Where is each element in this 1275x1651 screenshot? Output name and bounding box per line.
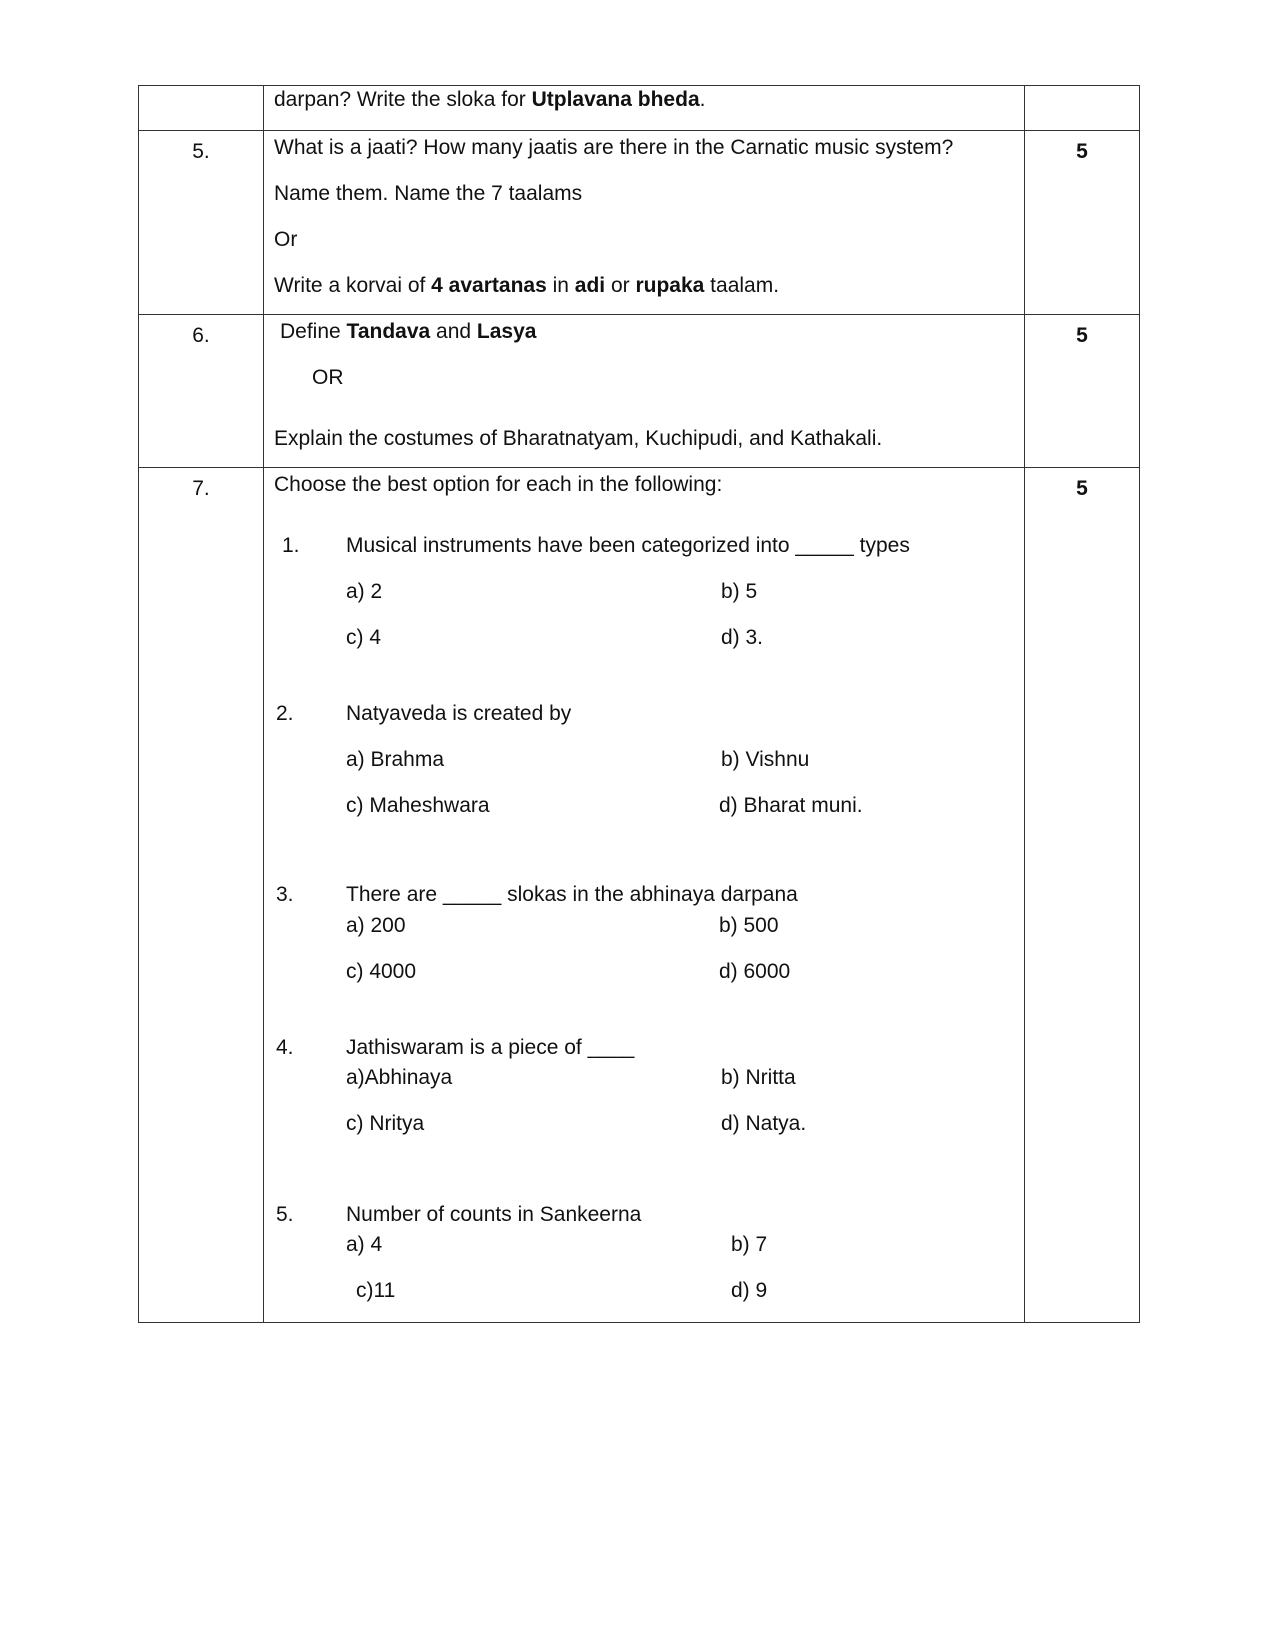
table-row — [139, 468, 1140, 1323]
marks-cell — [1025, 468, 1140, 1323]
mcq-question: Natyaveda is created by — [346, 702, 572, 725]
question-line: Choose the best option for each in the following: — [274, 473, 723, 496]
question-number-cell — [139, 468, 264, 1323]
mcq-option: a) 4 — [346, 1233, 383, 1256]
mcq-option: b) 7 — [731, 1233, 768, 1256]
question-line: Define Tandava and Lasya — [280, 320, 537, 343]
marks-cell — [1025, 315, 1140, 468]
or-separator: OR — [312, 366, 344, 389]
question-line: Write a korvai of 4 avartanas in adi or rupaka taalam. — [274, 274, 780, 297]
table-row — [139, 86, 1140, 131]
question-number-cell — [139, 86, 264, 131]
question-text-cell — [264, 315, 1025, 468]
mcq-option: c) 4000 — [346, 960, 417, 983]
question-text-cell — [264, 86, 1025, 131]
marks-value: 5 — [1076, 324, 1088, 347]
table-row — [139, 131, 1140, 315]
mcq-option: b) Vishnu — [721, 748, 810, 771]
mcq-option: c) Nritya — [346, 1112, 425, 1135]
table-row — [139, 315, 1140, 468]
question-line: Name them. Name the 7 taalams — [274, 182, 583, 205]
question-text-cell — [264, 131, 1025, 315]
marks-value: 5 — [1076, 140, 1088, 163]
mcq-option: a) Brahma — [346, 748, 445, 771]
mcq-option: b) Nritta — [721, 1066, 796, 1089]
question-number: 6. — [192, 324, 210, 347]
mcq-item-number: 2. — [276, 702, 294, 725]
mcq-option: d) 6000 — [719, 960, 791, 983]
mcq-option: c) 4 — [346, 626, 382, 649]
marks-value: 5 — [1076, 477, 1088, 500]
marks-cell — [1025, 131, 1140, 315]
mcq-option: a) 2 — [346, 580, 383, 603]
or-separator: Or — [274, 228, 298, 251]
question-number-cell — [139, 315, 264, 468]
question-line: Explain the costumes of Bharatnatyam, Kuchipudi, and Kathakali. — [274, 427, 883, 450]
mcq-option: a) 200 — [346, 914, 406, 937]
mcq-option: c) Maheshwara — [346, 794, 490, 817]
question-number: 5. — [192, 140, 210, 163]
mcq-option: d) Natya. — [721, 1112, 807, 1135]
question-number: 7. — [192, 477, 210, 500]
question-number-cell — [139, 131, 264, 315]
marks-cell — [1025, 86, 1140, 131]
mcq-option: a)Abhinaya — [346, 1066, 453, 1089]
question-line: darpan? Write the sloka for Utplavana bheda. — [274, 88, 706, 111]
question-table — [138, 85, 1140, 1323]
mcq-option: d) Bharat muni. — [719, 794, 863, 817]
mcq-question: Musical instruments have been categorized into _____ types — [346, 534, 910, 557]
question-text-cell — [264, 468, 1025, 1323]
mcq-option: d) 9 — [731, 1279, 768, 1302]
mcq-question: Number of counts in Sankeerna — [346, 1203, 642, 1226]
mcq-item-number: 4. — [276, 1036, 294, 1059]
mcq-item-number: 5. — [276, 1203, 294, 1226]
mcq-option: d) 3. — [721, 626, 764, 649]
mcq-option: b) 5 — [721, 580, 758, 603]
mcq-option: c)11 — [356, 1279, 396, 1302]
mcq-option: b) 500 — [719, 914, 779, 937]
mcq-item-number: 3. — [276, 883, 294, 906]
mcq-question: Jathiswaram is a piece of ____ — [346, 1036, 635, 1059]
mcq-question: There are _____ slokas in the abhinaya darpana — [346, 883, 798, 906]
mcq-item-number: 1. — [282, 534, 300, 557]
question-line: What is a jaati? How many jaatis are there in the Carnatic music system? — [274, 136, 954, 159]
